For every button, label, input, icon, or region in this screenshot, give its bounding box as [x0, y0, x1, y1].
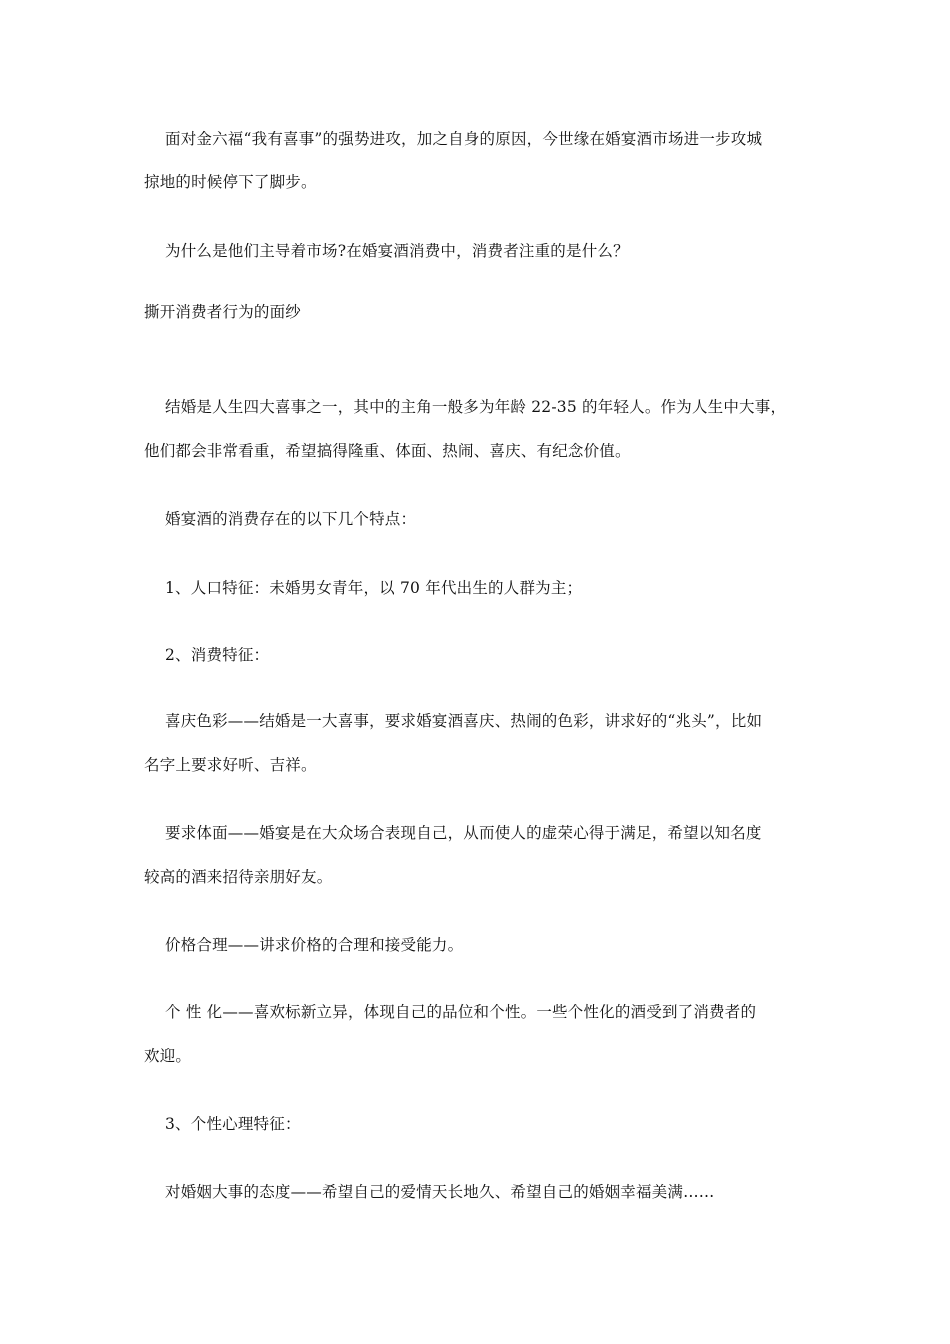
list-item: 1、人口特征：未婚男女青年，以 70 年代出生的人群为主； — [165, 579, 583, 597]
section-heading: 撕开消费者行为的面纱 — [144, 303, 302, 321]
paragraph-line: 要求体面——婚宴是在大众场合表现自己，从而使人的虚荣心得于满足，希望以知名度 — [165, 824, 762, 842]
paragraph-line: 为什么是他们主导着市场?在婚宴酒消费中，消费者注重的是什么？ — [165, 242, 629, 260]
paragraph-line: 结婚是人生四大喜事之一，其中的主角一般多为年龄 22-35 的年轻人。作为人生中大事， — [165, 398, 787, 416]
paragraph-line: 面对金六福“我有喜事”的强势进攻，加之自身的原因，今世缘在婚宴酒市场进一步攻城 — [165, 130, 763, 148]
paragraph-line: 他们都会非常看重，希望搞得隆重、体面、热闹、喜庆、有纪念价值。 — [144, 442, 631, 460]
paragraph-line: 价格合理——讲求价格的合理和接受能力。 — [165, 936, 464, 954]
paragraph-line: 婚宴酒的消费存在的以下几个特点： — [165, 510, 417, 528]
paragraph-line: 掠地的时候停下了脚步。 — [144, 173, 317, 191]
paragraph-line: 对婚姻大事的态度——希望自己的爱情天长地久、希望自己的婚姻幸福美满…… — [165, 1183, 715, 1201]
paragraph-line: 个 性 化——喜欢标新立异，体现自己的品位和个性。一些个性化的酒受到了消费者的 — [165, 1003, 757, 1021]
paragraph-line: 喜庆色彩——结婚是一大喜事，要求婚宴酒喜庆、热闹的色彩，讲求好的“兆头”，比如 — [165, 712, 763, 730]
list-item: 3、个性心理特征： — [165, 1115, 301, 1133]
paragraph-line: 较高的酒来招待亲朋好友。 — [144, 868, 333, 886]
paragraph-line: 名字上要求好听、吉祥。 — [144, 756, 317, 774]
list-item: 2、消费特征： — [165, 646, 270, 664]
paragraph-line: 欢迎。 — [144, 1047, 192, 1065]
